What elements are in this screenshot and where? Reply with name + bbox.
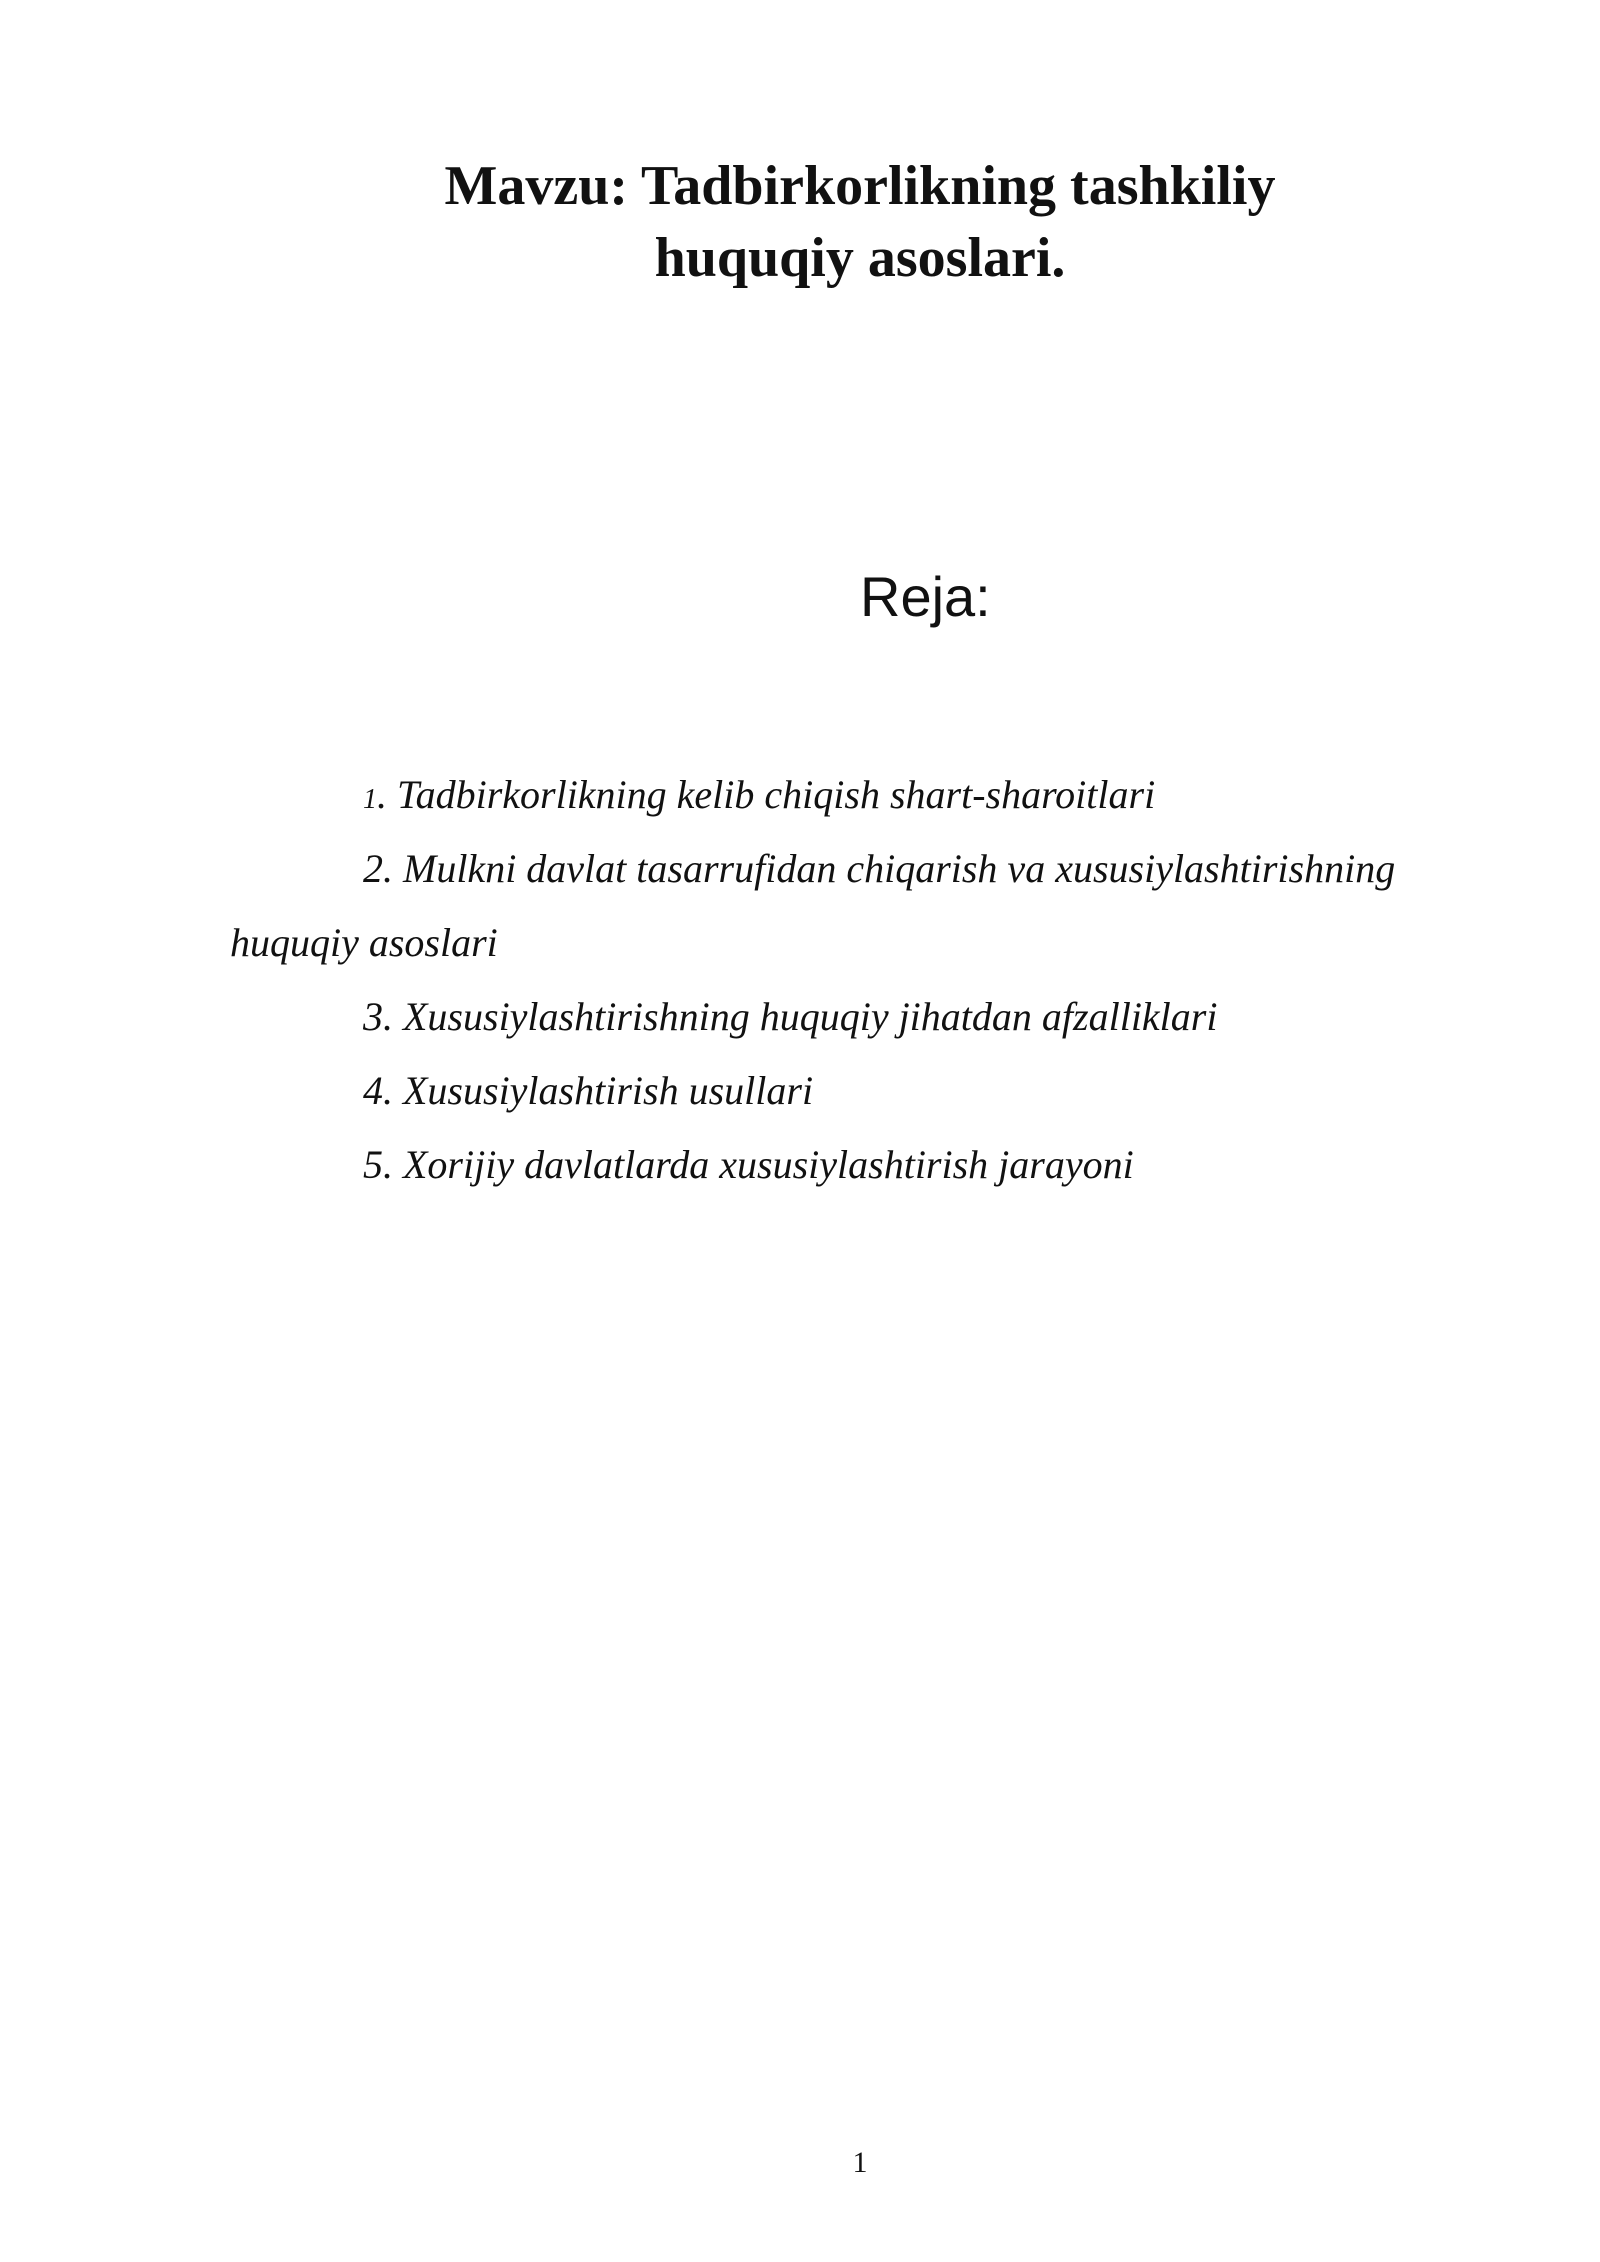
plan-item-text: Xususiylashtirish usullari bbox=[393, 1068, 814, 1113]
plan-item-text: Xorijiy davlatlarda xususiylashtirish jarayoni bbox=[393, 1142, 1134, 1187]
plan-item-text: . Tadbirkorlikning kelib chiqish shart-sharoitlari bbox=[377, 772, 1156, 817]
title-line-1: Mavzu: Tadbirkorlikning tashkiliy bbox=[444, 155, 1276, 217]
plan-item-2 bbox=[363, 844, 1395, 894]
plan-item-text: Mulkni davlat tasarrufidan chiqarish va xususiylashtirishning bbox=[393, 846, 1396, 891]
plan-item-4 bbox=[363, 1066, 813, 1116]
plan-item-3 bbox=[363, 992, 1217, 1042]
plan-item-2-continuation bbox=[230, 918, 498, 968]
plan-item-number: 2. bbox=[363, 846, 393, 891]
page-number: 1 bbox=[852, 2146, 868, 2179]
plan-item-text: Xususiylashtirishning huquqiy jihatdan afzalliklari bbox=[393, 994, 1218, 1039]
plan-item-number: 5. bbox=[363, 1142, 393, 1187]
plan-item-text: huquqiy asoslari bbox=[230, 920, 498, 965]
plan-item-5 bbox=[363, 1140, 1134, 1190]
plan-item-number: 1 bbox=[363, 784, 377, 815]
page-title bbox=[230, 150, 1490, 294]
plan-item-1 bbox=[363, 770, 1155, 825]
plan-item-number: 4. bbox=[363, 1068, 393, 1113]
title-line-2: huquqiy asoslari. bbox=[654, 227, 1066, 289]
plan-item-number: 3. bbox=[363, 994, 393, 1039]
plan-heading: Reja: bbox=[860, 565, 991, 628]
